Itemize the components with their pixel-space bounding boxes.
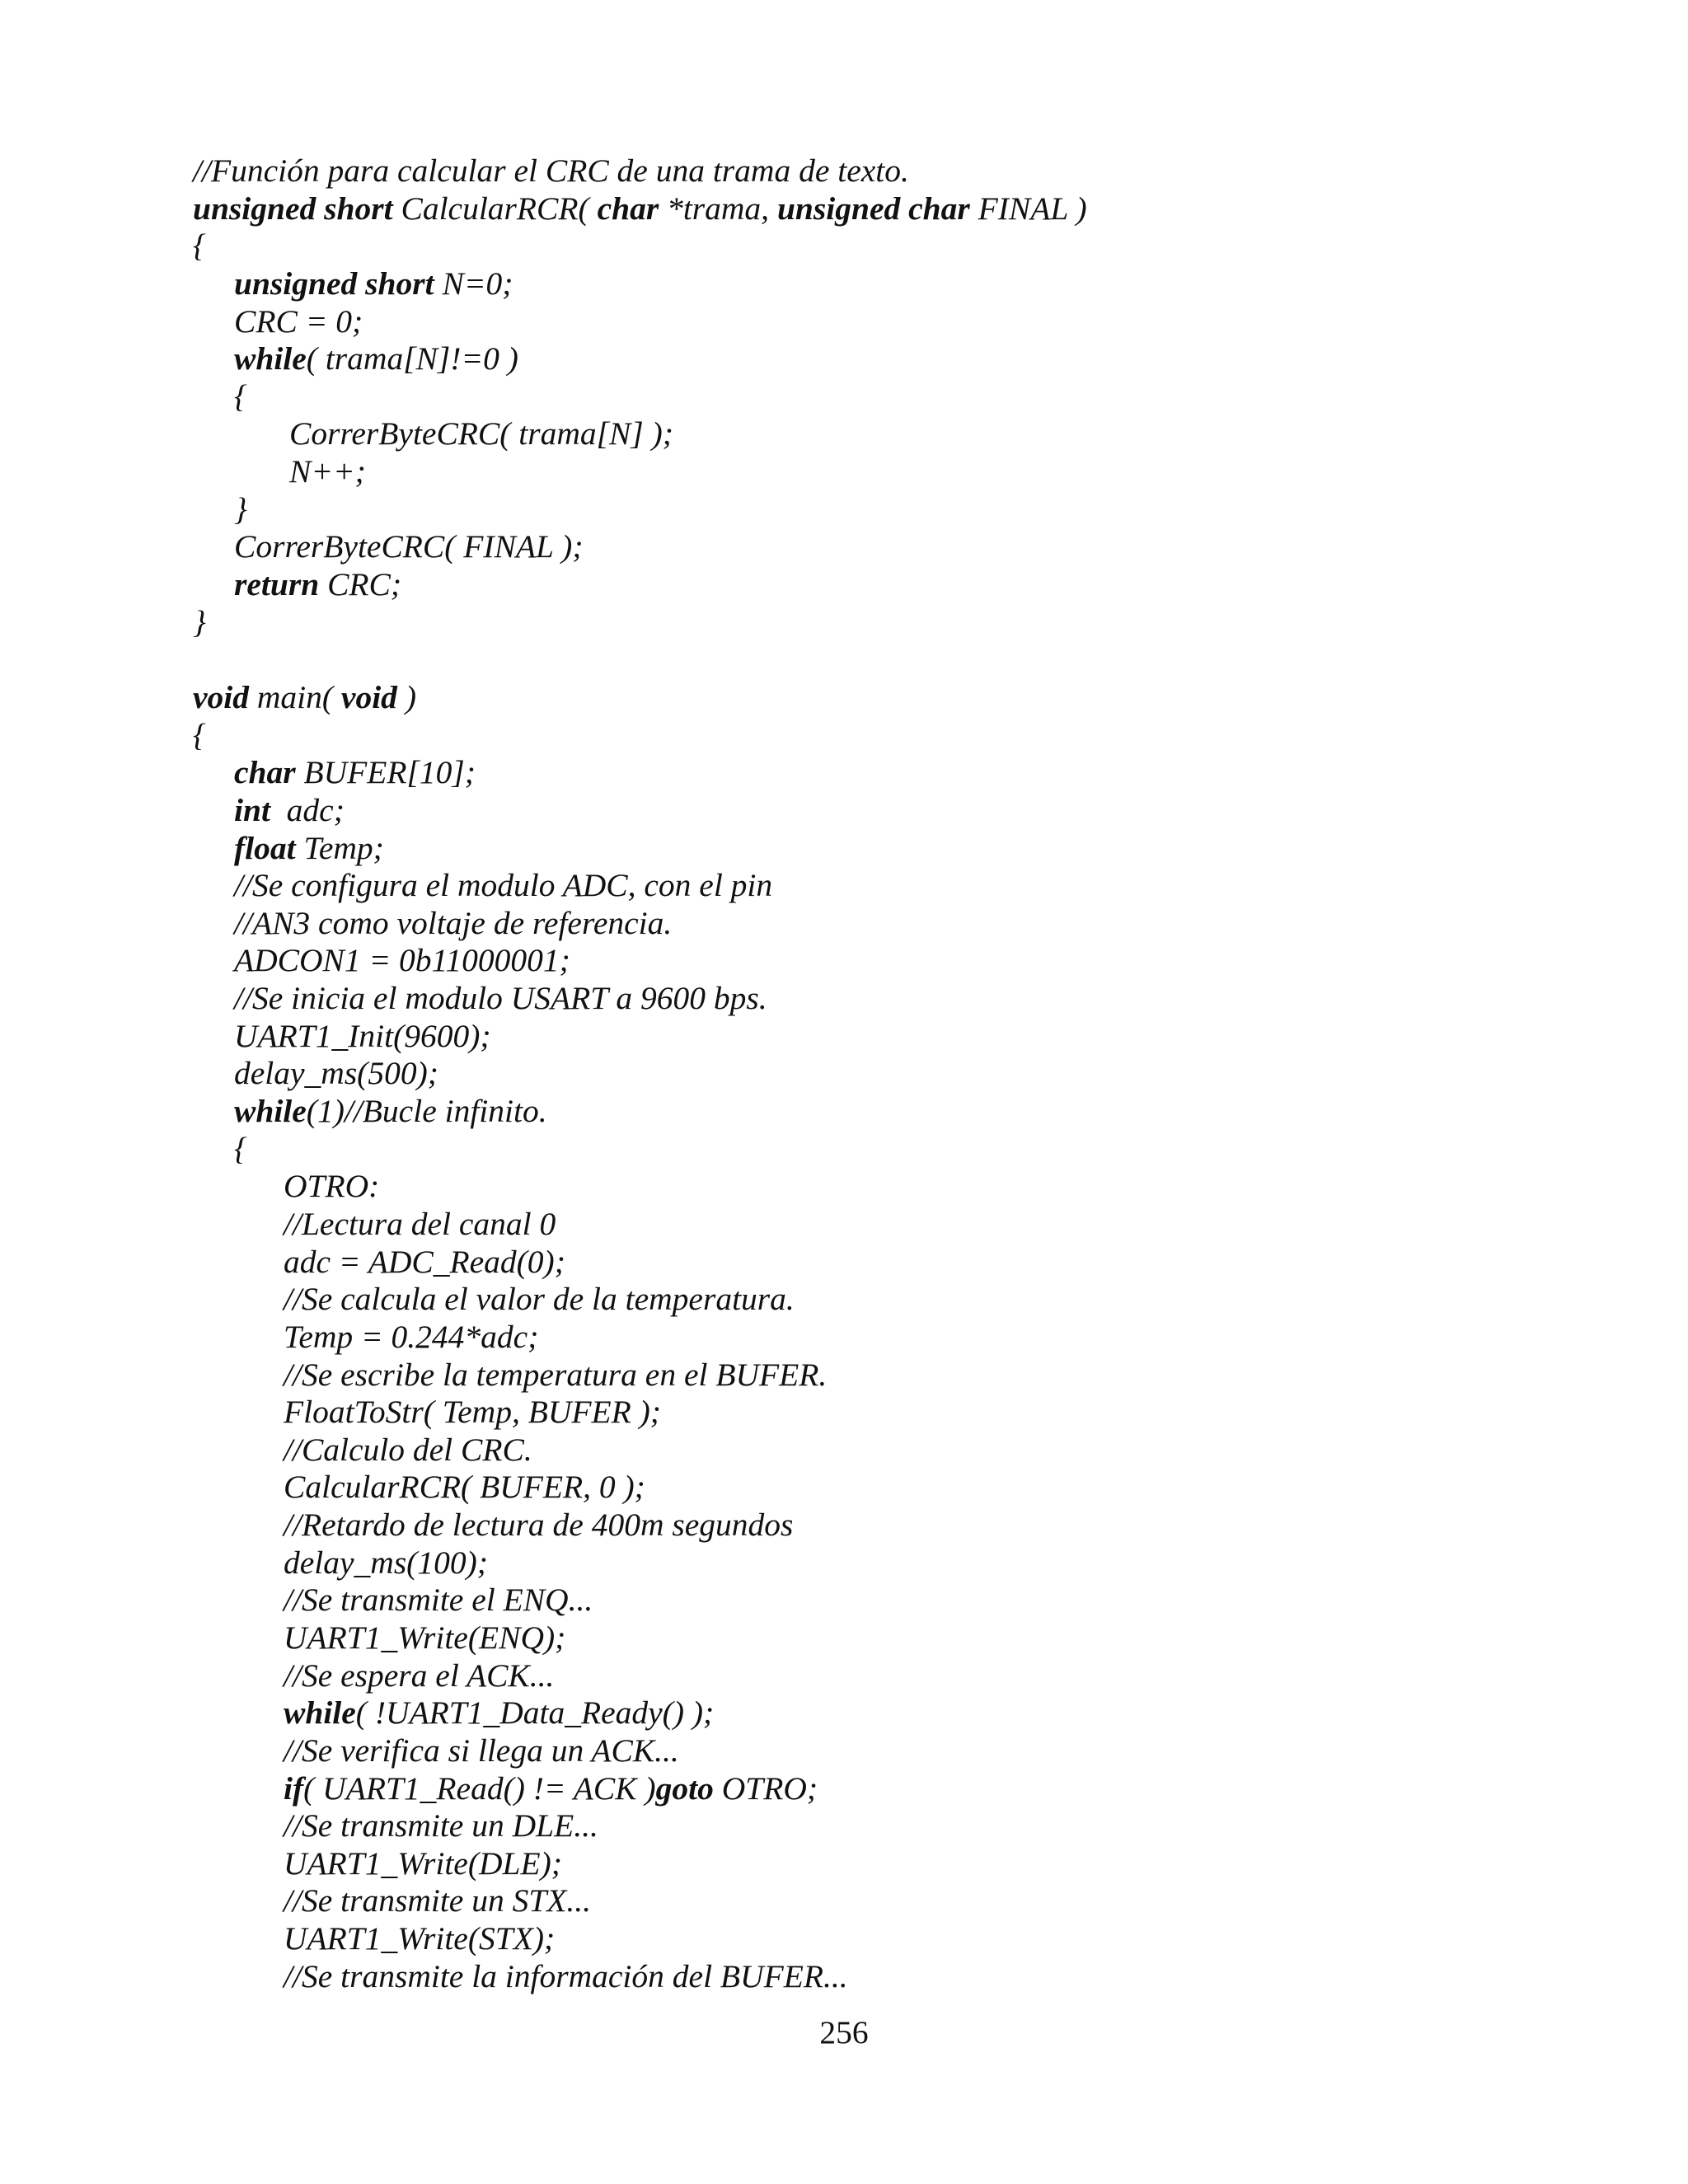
code-text: //Se inicia el modulo USART a 9600 bps. — [234, 980, 767, 1017]
code-keyword: while — [234, 1093, 307, 1130]
code-text: (1)//Bucle infinito. — [306, 1093, 547, 1130]
code-text: delay_ms(500); — [234, 1055, 438, 1092]
code-line — [193, 980, 1087, 1018]
code-text: UART1_Init(9600); — [234, 1017, 491, 1054]
code-line — [193, 1206, 1087, 1244]
code-line — [193, 1281, 1087, 1319]
code-line — [193, 1807, 1087, 1845]
code-line — [193, 1131, 1087, 1169]
code-text: CalcularRCR( BUFER, 0 ); — [284, 1469, 645, 1506]
code-text: CRC = 0; — [234, 302, 363, 340]
code-line — [193, 792, 1087, 830]
code-text: //Lectura del canal 0 — [284, 1205, 556, 1242]
code-text: //Se transmite el ENQ... — [284, 1582, 593, 1619]
code-line — [193, 227, 1087, 265]
code-keyword: unsigned char — [776, 190, 970, 227]
code-text: //Se transmite la información del BUFER... — [284, 1957, 848, 1994]
code-line — [193, 679, 1087, 717]
code-text: //AN3 como voltaje de referencia. — [234, 904, 673, 941]
code-line — [193, 1469, 1087, 1507]
code-line — [193, 1244, 1087, 1282]
code-keyword: goto — [655, 1769, 714, 1807]
code-text: FloatToStr( Temp, BUFER ); — [284, 1394, 661, 1431]
code-text: } — [193, 603, 206, 640]
code-text: CorrerByteCRC( FINAL ); — [234, 528, 584, 565]
code-text: //Se espera el ACK... — [284, 1657, 555, 1694]
code-text: Temp; — [295, 829, 384, 866]
code-line — [193, 830, 1087, 868]
code-line — [193, 566, 1087, 604]
code-text: //Se calcula el valor de la temperatura. — [284, 1281, 795, 1318]
code-text: UART1_Write(STX); — [284, 1920, 556, 1957]
code-text: //Se verifica si llega un ACK... — [284, 1732, 679, 1769]
code-line — [193, 1694, 1087, 1732]
page-number: 256 — [819, 2014, 869, 2050]
code-line — [193, 1619, 1087, 1657]
code-line — [193, 1055, 1087, 1093]
code-line — [193, 1018, 1087, 1056]
code-line — [193, 942, 1087, 980]
code-line — [193, 1357, 1087, 1394]
code-line — [193, 491, 1087, 529]
code-keyword: int — [234, 791, 270, 828]
code-text: OTRO: — [284, 1168, 380, 1205]
code-text: CRC; — [319, 566, 402, 603]
code-line — [193, 641, 1087, 679]
code-line — [193, 1168, 1087, 1206]
code-text: Temp = 0.244*adc; — [284, 1318, 539, 1355]
code-text: //Se configura el modulo ADC, con el pin — [234, 867, 773, 904]
code-text: ( !UART1_Data_Ready() ); — [355, 1694, 715, 1732]
code-line — [193, 905, 1087, 943]
code-text: { — [193, 716, 206, 753]
code-line — [193, 1657, 1087, 1695]
code-line — [193, 1507, 1087, 1544]
code-line — [193, 378, 1087, 416]
code-line — [193, 604, 1087, 642]
code-line — [193, 1920, 1087, 1958]
code-text: { — [234, 1130, 247, 1167]
code-text: UART1_Write(ENQ); — [284, 1619, 566, 1656]
code-line — [193, 1093, 1087, 1131]
code-text: //Calculo del CRC. — [284, 1431, 532, 1468]
code-line — [193, 265, 1087, 303]
code-line — [193, 1882, 1087, 1920]
code-line — [193, 303, 1087, 341]
code-text: OTRO; — [713, 1769, 818, 1807]
code-text: *trama, — [659, 190, 777, 227]
code-text: adc; — [270, 791, 345, 828]
code-keyword: while — [234, 340, 307, 377]
code-text: } — [234, 490, 247, 527]
code-keyword: unsigned short — [234, 265, 434, 302]
code-line — [193, 1582, 1087, 1619]
code-line — [193, 1958, 1087, 1996]
code-text: //Se transmite un DLE... — [284, 1807, 598, 1844]
code-line — [193, 1845, 1087, 1883]
code-text: { — [234, 377, 247, 415]
code-line — [193, 190, 1087, 228]
code-line — [193, 1432, 1087, 1469]
code-keyword: void — [193, 678, 250, 715]
code-line — [193, 1770, 1087, 1808]
code-text: ) — [396, 678, 416, 715]
code-text: ADCON1 = 0b11000001; — [234, 942, 570, 979]
code-text: //Se escribe la temperatura en el BUFER. — [284, 1356, 828, 1393]
code-text: adc = ADC_Read(0); — [284, 1243, 565, 1280]
code-keyword: if — [284, 1769, 304, 1807]
code-line — [193, 152, 1087, 190]
code-text: CalcularRCR( — [392, 190, 598, 227]
code-line — [193, 754, 1087, 792]
code-text: UART1_Write(DLE); — [284, 1844, 562, 1882]
code-listing — [193, 152, 1087, 1995]
code-line — [193, 528, 1087, 566]
code-keyword: char — [234, 754, 296, 791]
code-text: BUFER[10]; — [295, 754, 476, 791]
code-keyword: void — [340, 678, 397, 715]
code-text: ( trama[N]!=0 ) — [306, 340, 518, 377]
code-text: CorrerByteCRC( trama[N] ); — [289, 415, 673, 452]
code-text: FINAL ) — [969, 190, 1087, 227]
code-keyword: while — [284, 1694, 356, 1732]
code-text: //Retardo de lectura de 400m segundos — [284, 1507, 794, 1544]
code-keyword: float — [234, 829, 296, 866]
code-text: main( — [249, 678, 341, 715]
code-line — [193, 1732, 1087, 1770]
code-text: //Función para calcular el CRC de una trama de texto. — [193, 152, 909, 189]
code-text: { — [193, 227, 206, 265]
code-keyword: return — [234, 566, 320, 603]
code-line — [193, 1319, 1087, 1357]
code-text: //Se transmite un STX... — [284, 1882, 592, 1919]
code-text: N++; — [289, 453, 366, 490]
code-line — [193, 340, 1087, 378]
code-line — [193, 717, 1087, 755]
code-text: ( UART1_Read() != ACK ) — [303, 1769, 656, 1807]
code-text: N=0; — [434, 265, 513, 302]
code-keyword: unsigned short — [193, 190, 393, 227]
code-keyword: char — [597, 190, 659, 227]
code-line — [193, 1394, 1087, 1432]
code-line — [193, 1544, 1087, 1582]
code-line — [193, 867, 1087, 905]
code-text: delay_ms(100); — [284, 1544, 488, 1581]
code-line — [193, 453, 1087, 491]
code-line — [193, 415, 1087, 453]
